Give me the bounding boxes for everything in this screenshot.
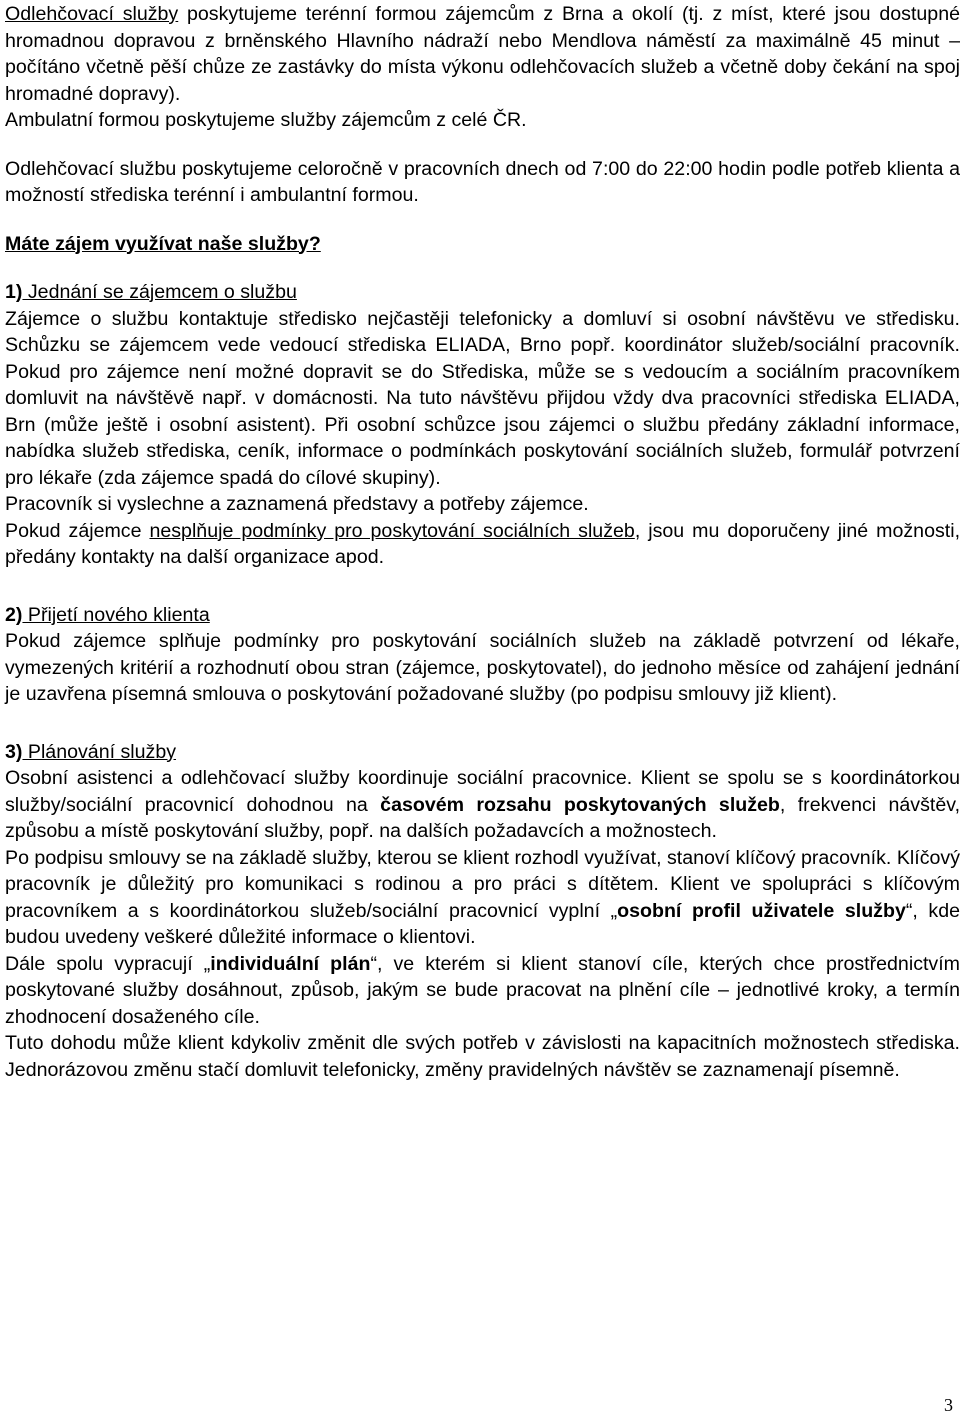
section-1-body-a: Zájemce o službu kontaktuje středisko nejčastěji telefonicky a domluví si osobní návštěvu ve středisku. Schůzku se zájemcem vede vedoucí střediska ELIADA, Brno popř. koordinátor služeb/sociální pracovník. Pokud pro zájemce není možné dopravit se do Střediska, může se s vedoucím a sociálním pracovníkem domluvit na návštěvě např. v domácnosti. Na tuto návštěvu přijdou vždy dva pracovníci střediska ELIADA, Brn (může ještě i osobní asistent). Při osobní schůzce jsou zájemci o službu předány základní informace, nabídka služeb střediska, ceník, informace o podmínkách poskytování sociálních služeb, formulář potvrzení pro lékaře (zda zájemce spadá do cílové skupiny). xyxy=(5,307,960,489)
section-1-number: 1) xyxy=(5,281,23,303)
user-profile-bold: osobní profil uživatele služby xyxy=(617,899,906,922)
question-heading: Máte zájem využívat naše služby? xyxy=(5,232,321,255)
section-2-title: Přijetí nového klienta xyxy=(22,603,210,626)
intro-paragraph-terrain: Odlehčovací služby poskytujeme terénní formou zájemcům z Brna a okolí (tj. z míst, které jsou dostupné hromadnou dopravou z brněnského Hlavního nádraží nebo Mendlova náměstí za maximálně 45 minut – počítáno včetně pěší chůze ze zastávky do místa výkonu odlehčovacích služeb a včetně doby čekání na spoj hromadné dopravy). xyxy=(5,3,960,105)
section-3-para-3: Dále spolu vypracují „individuální plán“, ve kterém si klient stanoví cíle, kterých chce prostřednictvím poskytované služby dosáhnout, způsob, jakým se bude pracovat na plnění cíle – jednotlivé kroky, a termín zhodnocení dosaženého cíle. xyxy=(5,952,960,1028)
section-3-heading xyxy=(5,739,960,766)
intro-paragraph-ambulant: Ambulatní formou poskytujeme služby zájemcům z celé ČR. xyxy=(5,109,527,131)
section-1-heading xyxy=(5,279,960,306)
section-3-para-1: Osobní asistenci a odlehčovací služby koordinuje sociální pracovnice. Klient se spolu se s koordinátorkou služby/sociální pracovnicí dohodnou na časovém rozsahu poskytovaných služeb, frekvenci návštěv, způsobu a místě poskytování služby, popř. na dalších požadavcích a možnostech. xyxy=(5,767,960,842)
section-3-para-4: Tuto dohodu může klient kdykoliv změnit dle svých potřeb v závislosti na kapacitních možnostech střediska. Jednorázovou změnu stačí domluvit telefonicky, změny pravidelných návštěv se zaznamenají písemně. xyxy=(5,1032,960,1081)
section-3-title: Plánování služby xyxy=(22,740,177,763)
individual-plan-bold: individuální plán xyxy=(210,952,371,975)
section-2-body: Pokud zájemce splňuje podmínky pro poskytování sociálních služeb na základě potvrzení od lékaře, vymezených kritérií a rozhodnutí obou stran (zájemce, poskytovatel), do jednoho měsíce od zahájení jednání je uzavřena písemná smlouva o poskytování požadované služby (po podpisu smlouvy již klient). xyxy=(5,630,960,705)
section-1-body-b: Pracovník si vyslechne a zaznamená představy a potřeby zájemce. xyxy=(5,493,589,515)
document-body xyxy=(5,1,960,1083)
section-1-body-c: Pokud zájemce nesplňuje podmínky pro poskytování sociálních služeb, jsou mu doporučeny jiné možnosti, předány kontakty na další organizace apod. xyxy=(5,519,960,568)
section-2-number: 2) xyxy=(5,603,23,626)
section-3-para-2: Po podpisu smlouvy se na základě služby, kterou se klient rozhodl využívat, stanoví klíčový pracovník. Klíčový pracovník je důležitý pro komunikaci s rodinou a pro práci s dítětem. Klient ve spolupráci s klíčovým pracovníkem a s koordinátorkou služeb/sociální pracovnicí vyplní „osobní profil uživatele služby“, kde budou uvedeny veškeré důležité informace o klientovi. xyxy=(5,846,960,948)
section-2-heading xyxy=(5,602,960,629)
time-scope-bold: časovém rozsahu poskytovaných služeb xyxy=(380,793,780,816)
section-1-title: Jednání se zájemcem o službu xyxy=(22,281,297,303)
page-number: 3 xyxy=(944,1395,953,1415)
conditions-not-met-text: nesplňuje podmínky pro poskytování sociálních služeb xyxy=(149,519,635,542)
intro-paragraph-hours: Odlehčovací službu poskytujeme celoročně v pracovních dnech od 7:00 do 22:00 hodin podle potřeb klienta a možností střediska terénní i ambulantní formou. xyxy=(5,157,960,206)
section-3-number: 3) xyxy=(5,740,23,763)
odlehcovaci-sluzby-link[interactable]: Odlehčovací služby xyxy=(5,3,179,25)
